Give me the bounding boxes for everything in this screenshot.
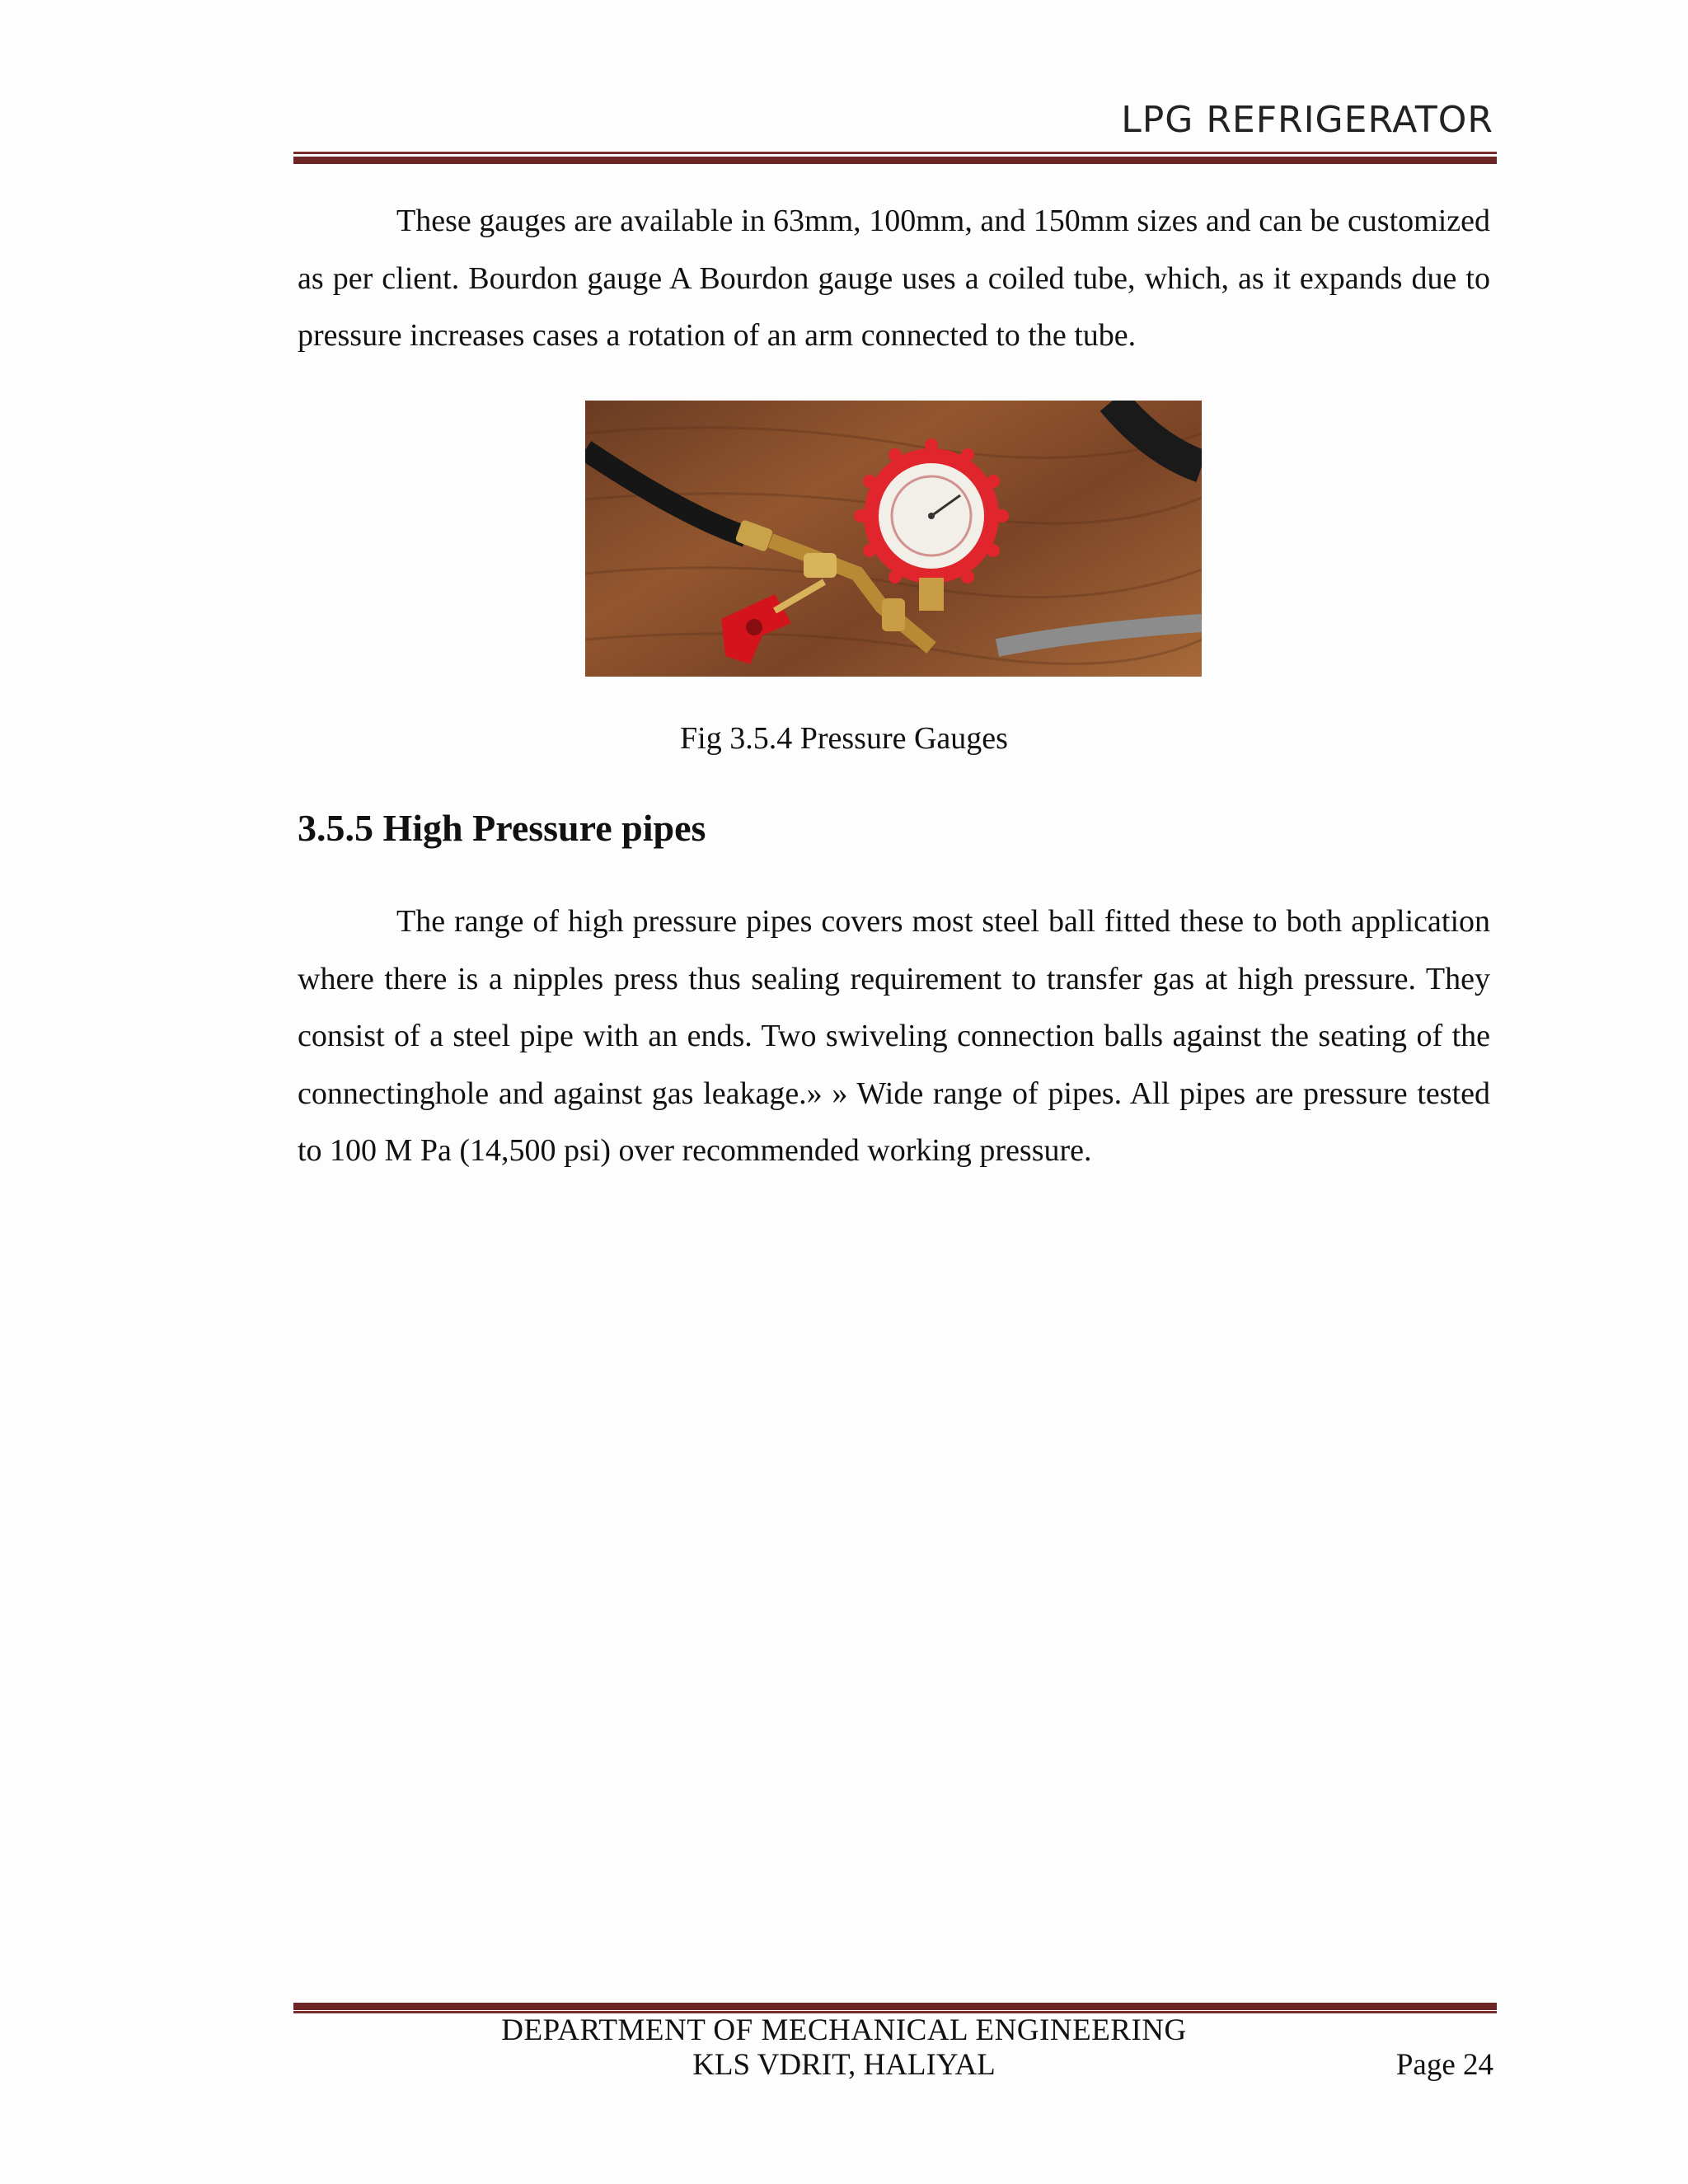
intro-paragraph bbox=[298, 193, 1490, 365]
section-paragraph-text: The range of high pressure pipes covers most steel ball fitted these to both application where there is a nipples press thus sealing requirement to transfer gas at high pressure. They consist of a steel pipe with an ends. Two swiveling connection balls against the seating of the connectinghole and against gas leakage.» » Wide range of pipes. All pipes are pressure tested to 100 M Pa (14,500 psi) over recommended working pressure. bbox=[298, 904, 1490, 1168]
header-rule-thick bbox=[293, 157, 1497, 164]
running-header-title: LPG REFRIGERATOR bbox=[1121, 99, 1493, 141]
page-number: Page 24 bbox=[1395, 2048, 1493, 2082]
footer-rule-thick bbox=[293, 2003, 1497, 2010]
pressure-gauge-illustration bbox=[585, 401, 1202, 677]
footer-department: DEPARTMENT OF MECHANICAL ENGINEERING bbox=[501, 2013, 1187, 2047]
section-paragraph bbox=[298, 893, 1490, 1180]
intro-paragraph-text: These gauges are available in 63mm, 100mm, and 150mm sizes and can be customized as per client. Bourdon gauge A Bourdon gauge uses a coiled tube, which, as it expands due to pressure increases cases a rotation of an arm connected to the tube. bbox=[298, 204, 1490, 353]
pressure-gauge-photo bbox=[585, 401, 1202, 677]
figure-caption: Fig 3.5.4 Pressure Gauges bbox=[680, 721, 1008, 756]
header-rule-thin bbox=[293, 152, 1497, 154]
section-heading: 3.5.5 High Pressure pipes bbox=[298, 807, 706, 849]
footer-institute: KLS VDRIT, HALIYAL bbox=[692, 2048, 996, 2082]
